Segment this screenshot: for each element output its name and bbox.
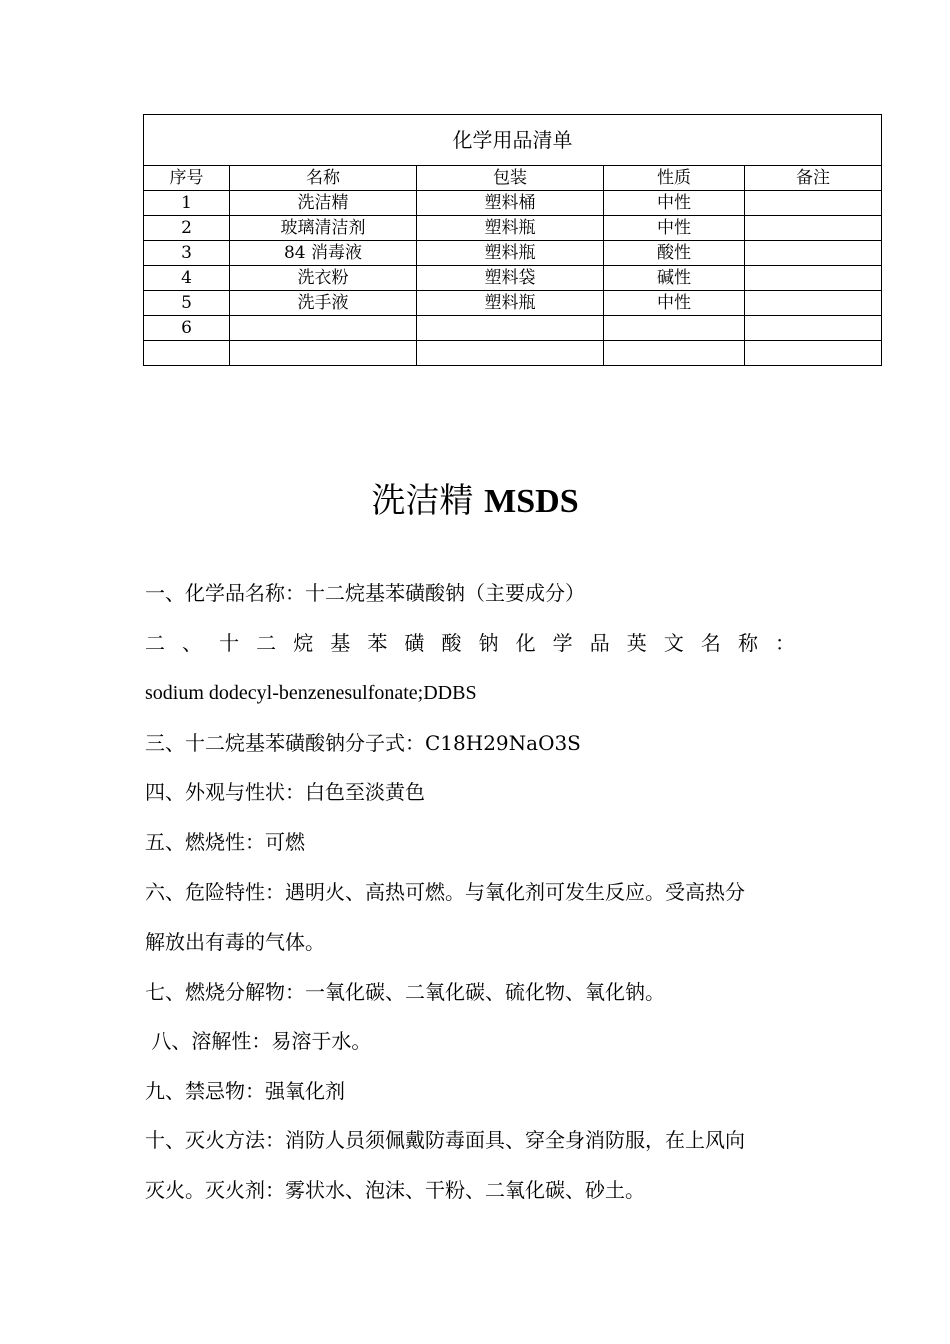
table-cell: 84 消毒液 xyxy=(230,241,417,266)
msds-line: 解放出有毒的气体。 xyxy=(145,930,325,954)
table-cell: 中性 xyxy=(604,291,745,316)
msds-line: 四、外观与性状：白色至淡黄色 xyxy=(145,780,425,804)
table-cell: 中性 xyxy=(604,216,745,241)
msds-line: 三、十二烷基苯磺酸钠分子式：C18H29NaO3S xyxy=(145,731,581,755)
title-latin: MSDS xyxy=(484,483,579,520)
table-cell xyxy=(417,341,604,366)
header-cell: 序号 xyxy=(144,166,230,191)
table-cell xyxy=(745,341,882,366)
table-cell xyxy=(745,241,882,266)
table-title-row xyxy=(144,115,882,166)
table-cell: 1 xyxy=(144,191,230,216)
table-cell: 塑料袋 xyxy=(417,266,604,291)
table-cell xyxy=(144,341,230,366)
table-cell: 5 xyxy=(144,291,230,316)
table-cell: 碱性 xyxy=(604,266,745,291)
msds-line: 五、燃烧性：可燃 xyxy=(145,830,305,854)
table-cell: 3 xyxy=(144,241,230,266)
table-cell: 2 xyxy=(144,216,230,241)
msds-line: 十、灭火方法：消防人员须佩戴防毒面具、穿全身消防服，在上风向 xyxy=(145,1128,745,1152)
msds-line: 八、溶解性：易溶于水。 xyxy=(145,1029,372,1053)
table-cell: 酸性 xyxy=(604,241,745,266)
table-title: 化学用品清单 xyxy=(144,115,882,166)
table-cell xyxy=(745,316,882,341)
table-cell xyxy=(604,316,745,341)
chemical-inventory-table xyxy=(143,114,882,366)
table-cell: 塑料桶 xyxy=(417,191,604,216)
table-cell: 塑料瓶 xyxy=(417,291,604,316)
table-cell: 塑料瓶 xyxy=(417,241,604,266)
table-cell xyxy=(604,341,745,366)
header-cell: 包装 xyxy=(417,166,604,191)
msds-line: 九、禁忌物：强氧化剂 xyxy=(145,1079,345,1103)
header-cell: 性质 xyxy=(604,166,745,191)
table-header-row xyxy=(144,166,882,191)
table-cell xyxy=(230,341,417,366)
document-title xyxy=(0,478,950,525)
msds-line: sodium dodecyl-benzenesulfonate;DDBS xyxy=(145,682,477,704)
table-cell: 洗手液 xyxy=(230,291,417,316)
table-row xyxy=(144,316,882,341)
table-row xyxy=(144,341,882,366)
table-cell: 玻璃清洁剂 xyxy=(230,216,417,241)
table-cell: 中性 xyxy=(604,191,745,216)
table-cell xyxy=(745,266,882,291)
table-row xyxy=(144,191,882,216)
table-cell xyxy=(745,291,882,316)
msds-line: 六、危险特性：遇明火、高热可燃。与氧化剂可发生反应。受高热分 xyxy=(145,880,745,904)
table-cell xyxy=(417,316,604,341)
table-row xyxy=(144,291,882,316)
table-cell: 洗洁精 xyxy=(230,191,417,216)
msds-line: 二、十二烷基苯磺酸钠化学品英文名称： xyxy=(145,631,795,655)
table-cell xyxy=(745,191,882,216)
msds-line: 一、化学品名称：十二烷基苯磺酸钠（主要成分） xyxy=(145,581,585,605)
table-cell: 6 xyxy=(144,316,230,341)
table-cell: 塑料瓶 xyxy=(417,216,604,241)
table-row xyxy=(144,216,882,241)
title-cn: 洗洁精 xyxy=(371,481,474,521)
msds-line: 七、燃烧分解物：一氧化碳、二氧化碳、硫化物、氧化钠。 xyxy=(145,980,665,1004)
table-cell: 4 xyxy=(144,266,230,291)
table-cell: 洗衣粉 xyxy=(230,266,417,291)
table-row xyxy=(144,266,882,291)
header-cell: 名称 xyxy=(230,166,417,191)
header-cell: 备注 xyxy=(745,166,882,191)
msds-line: 灭火。灭火剂：雾状水、泡沫、干粉、二氧化碳、砂土。 xyxy=(145,1178,645,1202)
table-cell xyxy=(230,316,417,341)
table-cell xyxy=(745,216,882,241)
table-row xyxy=(144,241,882,266)
